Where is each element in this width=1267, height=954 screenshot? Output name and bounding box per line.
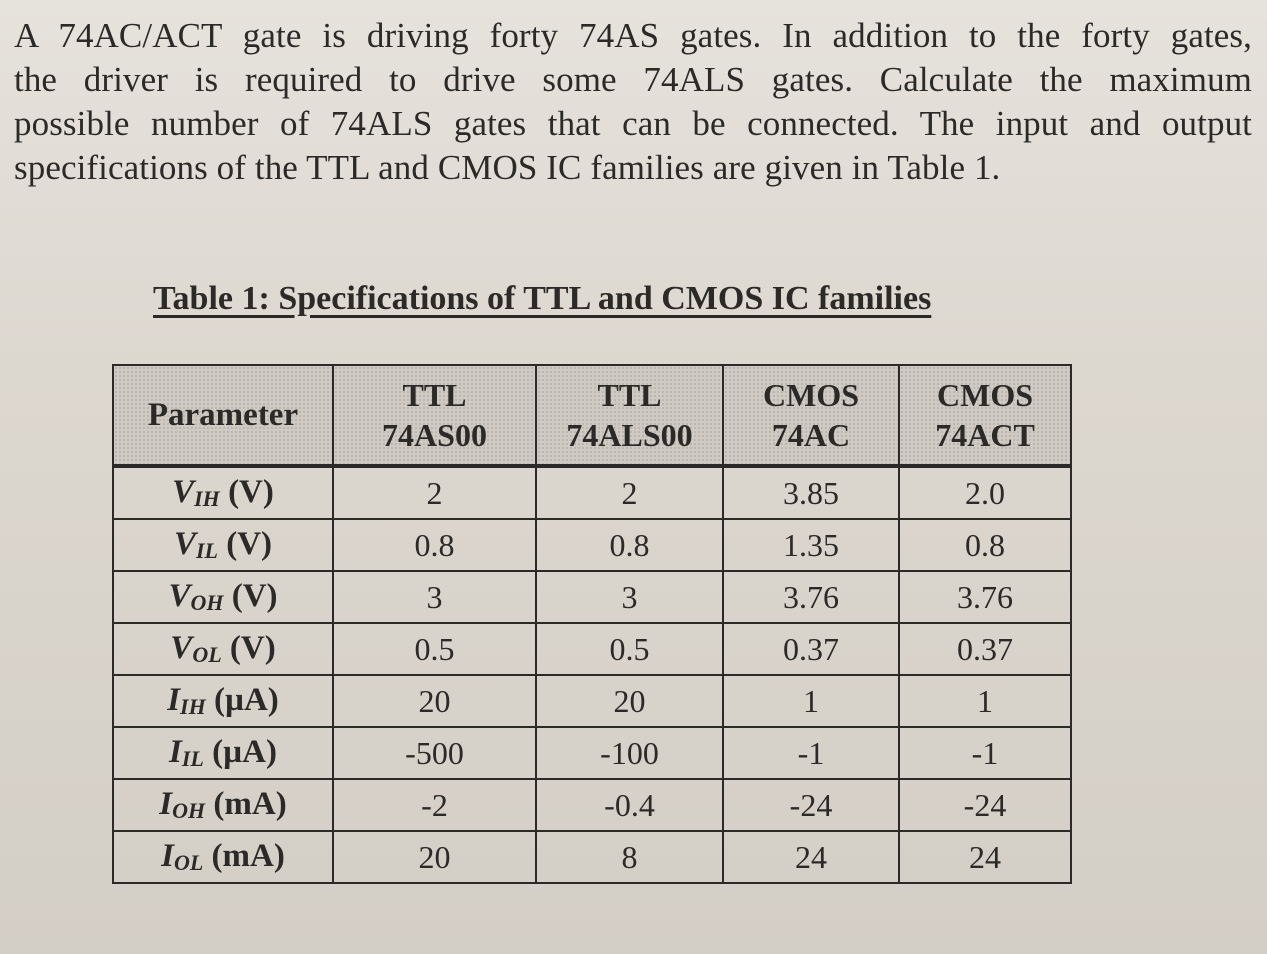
- parameter-symbol-letter: I: [167, 682, 181, 718]
- table-row: [113, 466, 1071, 519]
- value-cell: -1: [899, 727, 1071, 779]
- parameter-unit: (V): [219, 474, 274, 510]
- parameter-subscript: IH: [194, 486, 220, 511]
- parameter-symbol: [161, 838, 203, 874]
- value-cell: 0.5: [333, 623, 536, 675]
- parameter-cell: [113, 727, 333, 779]
- value-cell: 3: [333, 571, 536, 623]
- value-cell: 1.35: [723, 519, 899, 571]
- parameter-cell: [113, 571, 333, 623]
- value-cell: 1: [899, 675, 1071, 727]
- header-family: CMOS: [937, 377, 1033, 413]
- parameter-subscript: IL: [195, 538, 218, 563]
- table-row: [113, 623, 1071, 675]
- table-header-row: [113, 365, 1071, 466]
- table-row: [113, 779, 1071, 831]
- header-family: TTL: [597, 377, 662, 413]
- parameter-symbol-letter: I: [159, 786, 173, 822]
- value-cell: 0.37: [723, 623, 899, 675]
- header-family: TTL: [402, 377, 467, 413]
- value-cell: 3.76: [723, 571, 899, 623]
- value-cell: 0.8: [333, 519, 536, 571]
- parameter-symbol: [168, 578, 223, 614]
- parameter-unit: (µA): [203, 734, 277, 770]
- value-cell: 24: [899, 831, 1071, 883]
- table-row: [113, 519, 1071, 571]
- value-cell: -500: [333, 727, 536, 779]
- value-cell: 2.0: [899, 466, 1071, 519]
- value-cell: 20: [536, 675, 723, 727]
- value-cell: -24: [723, 779, 899, 831]
- problem-line: A 74AC/ACT gate is driving forty 74AS gates. In addition to the forty gates,: [14, 16, 1252, 55]
- header-ttl-74as00: [333, 365, 536, 466]
- value-cell: -1: [723, 727, 899, 779]
- value-cell: -24: [899, 779, 1071, 831]
- value-cell: -100: [536, 727, 723, 779]
- header-part: 74ACT: [935, 417, 1035, 453]
- parameter-subscript: OH: [190, 590, 224, 615]
- value-cell: 0.8: [899, 519, 1071, 571]
- parameter-symbol-letter: I: [161, 838, 174, 874]
- parameter-unit: (mA): [203, 838, 285, 874]
- value-cell: 2: [333, 466, 536, 519]
- parameter-cell: [113, 675, 333, 727]
- value-cell: 20: [333, 831, 536, 883]
- header-label: Parameter: [147, 397, 299, 433]
- header-part: 74ALS00: [566, 417, 693, 453]
- header-ttl-74als00: [536, 365, 723, 466]
- parameter-symbol: [169, 734, 204, 770]
- header-cmos-74act: [899, 365, 1071, 466]
- value-cell: 3.76: [899, 571, 1071, 623]
- header-family: CMOS: [763, 377, 859, 413]
- parameter-unit: (V): [223, 578, 278, 614]
- problem-line: specifications of the TTL and CMOS IC families are given in Table 1.: [14, 148, 1001, 187]
- value-cell: 3: [536, 571, 723, 623]
- value-cell: 3.85: [723, 466, 899, 519]
- value-cell: 24: [723, 831, 899, 883]
- parameter-symbol: [159, 786, 205, 822]
- parameter-subscript: OL: [192, 642, 222, 667]
- table-row: [113, 571, 1071, 623]
- table-body: [113, 466, 1071, 883]
- parameter-symbol: [170, 630, 221, 666]
- value-cell: 8: [536, 831, 723, 883]
- parameter-symbol-letter: V: [173, 526, 196, 562]
- problem-line: the driver is required to drive some 74ALS gates. Calculate the maximum: [14, 60, 1252, 99]
- parameter-symbol-letter: I: [169, 734, 182, 770]
- parameter-subscript: IH: [180, 694, 206, 719]
- value-cell: 0.8: [536, 519, 723, 571]
- value-cell: -0.4: [536, 779, 723, 831]
- table-title: Table 1: Specifications of TTL and CMOS IC families: [153, 280, 932, 317]
- parameter-unit: (V): [221, 630, 276, 666]
- parameter-symbol-letter: V: [172, 474, 195, 510]
- table-row: [113, 831, 1071, 883]
- parameter-symbol: [172, 474, 220, 510]
- parameter-cell: [113, 779, 333, 831]
- problem-line: possible number of 74ALS gates that can be connected. The input and output: [14, 104, 1252, 143]
- value-cell: 0.37: [899, 623, 1071, 675]
- table-row: [113, 727, 1071, 779]
- value-cell: -2: [333, 779, 536, 831]
- parameter-subscript: OH: [172, 798, 206, 823]
- header-part: 74AS00: [382, 417, 487, 453]
- parameter-subscript: IL: [181, 746, 204, 771]
- parameter-symbol-letter: V: [170, 630, 193, 666]
- value-cell: 1: [723, 675, 899, 727]
- parameter-symbol-letter: V: [168, 578, 191, 614]
- parameter-unit: (mA): [205, 786, 287, 822]
- parameter-symbol: [174, 526, 218, 562]
- parameter-symbol: [167, 682, 206, 718]
- parameter-cell: [113, 623, 333, 675]
- parameter-cell: [113, 519, 333, 571]
- parameter-unit: (µA): [205, 682, 279, 718]
- parameter-subscript: OL: [173, 850, 204, 875]
- specifications-table: [112, 364, 1072, 884]
- problem-statement: [14, 14, 1252, 190]
- header-parameter: [113, 365, 333, 466]
- table-row: [113, 675, 1071, 727]
- value-cell: 2: [536, 466, 723, 519]
- value-cell: 20: [333, 675, 536, 727]
- value-cell: 0.5: [536, 623, 723, 675]
- header-cmos-74ac: [723, 365, 899, 466]
- parameter-cell: [113, 831, 333, 883]
- header-part: 74AC: [771, 417, 851, 453]
- parameter-unit: (V): [217, 526, 273, 562]
- parameter-cell: [113, 466, 333, 519]
